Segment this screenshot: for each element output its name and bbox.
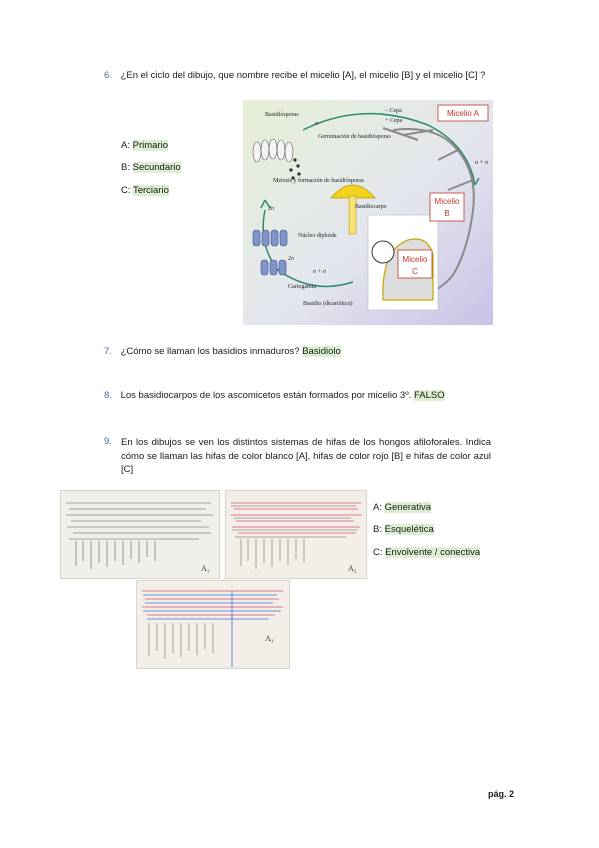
answer-key: B: bbox=[121, 162, 130, 173]
micelio-b-label-2: B bbox=[444, 209, 450, 218]
answer-value: Esquelética bbox=[384, 524, 434, 535]
answer-value: Generativa bbox=[384, 502, 432, 513]
label-2n-upper: 2n bbox=[268, 206, 274, 212]
micelio-b-label-1: Micelio bbox=[434, 197, 460, 206]
answer-key: C: bbox=[121, 185, 131, 196]
question-9-answers bbox=[373, 502, 513, 572]
question-8-number: 8. bbox=[104, 390, 112, 401]
label-2n-lower: 2n bbox=[288, 256, 294, 262]
question-9-number: 9. bbox=[104, 436, 112, 447]
question-6-text: ¿En el ciclo del dibujo, que nombre recibe el micelio [A], el micelio [B] y el micelio [C] ? bbox=[120, 70, 486, 81]
question-7-number: 7. bbox=[104, 346, 112, 357]
answer-9b bbox=[373, 524, 434, 535]
label-nn-right: n + n bbox=[475, 160, 489, 166]
label-cariogamia: Cariogamia bbox=[288, 284, 316, 290]
answer-9c bbox=[373, 547, 480, 558]
question-6-answers bbox=[121, 140, 241, 210]
answer-6b bbox=[121, 162, 181, 173]
label-nucleo: Núcleo diploide bbox=[298, 233, 337, 239]
question-8 bbox=[104, 390, 445, 401]
answer-value: Envolvente / conectiva bbox=[385, 547, 481, 558]
label-cepa-minus: – Cepa bbox=[385, 108, 402, 114]
label-n: n bbox=[315, 121, 318, 127]
label-germinacion: Germinación de basidiósporas bbox=[318, 134, 391, 140]
answer-9a bbox=[373, 502, 431, 513]
hyphae-drawing-a3 bbox=[136, 580, 290, 669]
question-7-text: ¿Cómo se llaman los basidios inmaduros? bbox=[120, 346, 300, 357]
question-9-text: En los dibujos se ven los distintos sistemas de hifas de los hongos afiloforales. Indica cómo se llaman las hifas de color blanco [A], hifas de color rojo [B] e hifas de color azul [C] bbox=[121, 437, 491, 475]
hyphae-drawing-a2 bbox=[225, 490, 367, 579]
question-6-number: 6. bbox=[104, 70, 112, 81]
fig-a2-label: A₂ bbox=[348, 564, 357, 573]
answer-key: A: bbox=[373, 502, 382, 513]
answer-value: Primario bbox=[132, 140, 168, 151]
answer-value: Terciario bbox=[132, 185, 169, 196]
question-7 bbox=[104, 346, 341, 357]
question-6 bbox=[104, 70, 485, 81]
answer-key: C: bbox=[373, 547, 383, 558]
fungal-life-cycle-figure bbox=[243, 100, 493, 325]
question-8-answer: FALSO bbox=[413, 390, 445, 401]
answer-key: B: bbox=[373, 524, 382, 535]
answer-6c bbox=[121, 185, 169, 196]
label-cepa-plus: + Cepa bbox=[385, 118, 403, 124]
micelio-c-label-2: C bbox=[412, 267, 418, 276]
hyphae-drawing-a1 bbox=[60, 490, 220, 579]
fig-a3-label: A₃ bbox=[265, 634, 274, 643]
question-8-text: Los basidiocarpos de los ascomicetos están formados por micelio 3º. bbox=[120, 390, 412, 401]
label-meiosis: Meiosis y formación de basidiósporas bbox=[273, 178, 364, 184]
page-number: pág. 2 bbox=[487, 789, 514, 799]
label-basidiocarpo: Basidiocarpo bbox=[355, 204, 387, 210]
answer-value: Secundario bbox=[132, 162, 181, 173]
label-basidio: Basidio (dicariótico) bbox=[303, 301, 353, 307]
micelio-a-label: Micelio A bbox=[446, 109, 480, 118]
question-7-answer: Basidiolo bbox=[302, 346, 341, 357]
label-basidiosporas: Basidiósporas bbox=[265, 112, 299, 118]
answer-key: A: bbox=[121, 140, 130, 151]
micelio-c-label-1: Micelio bbox=[402, 255, 428, 264]
label-nn-bottom: n + n bbox=[313, 269, 327, 275]
fig-a1-label: A₁ bbox=[201, 564, 210, 573]
answer-6a bbox=[121, 140, 168, 151]
